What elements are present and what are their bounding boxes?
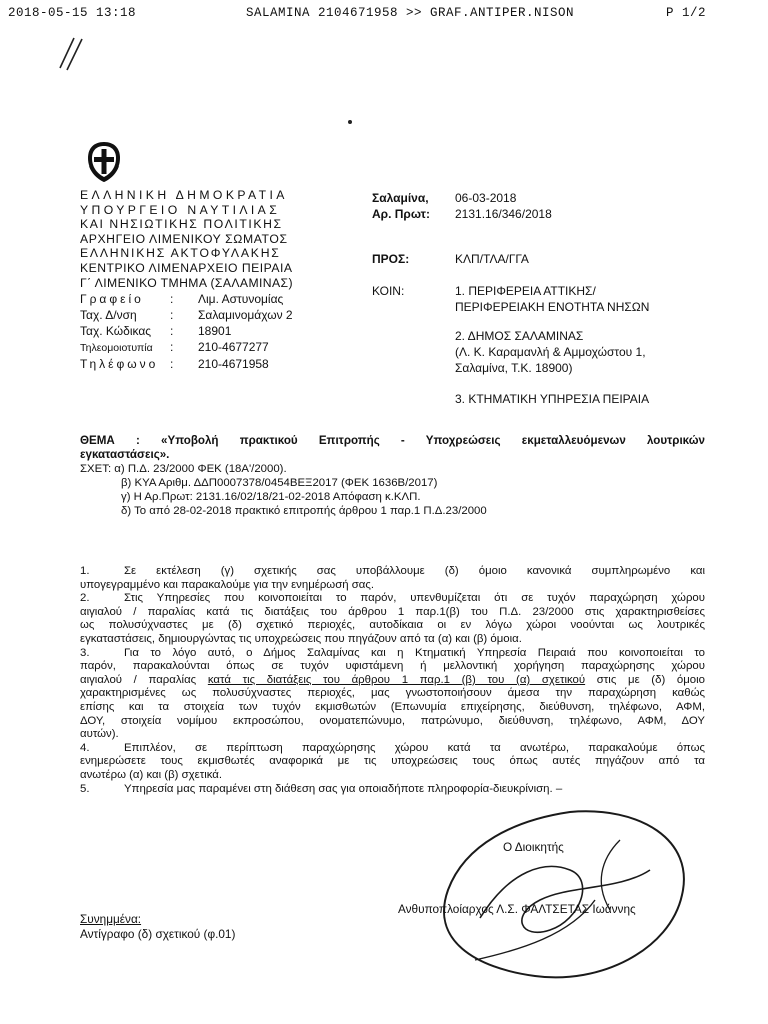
contact-label: Ταχ. Δ/νση xyxy=(80,308,137,322)
paragraph-line: ως πολυσύχναστες με (δ) σχετικό περιοχές, αυτοδίκαια οι εν λόγω χώροι νοούνται ως λουτρικές xyxy=(80,619,705,632)
handwritten-mark-icon xyxy=(52,36,92,72)
attachment-item: Αντίγραφο (δ) σχετικού (φ.01) xyxy=(80,927,236,941)
cc-line: Σαλαμίνα, Τ.Κ. 18900) xyxy=(455,361,573,375)
greek-coat-of-arms-icon xyxy=(84,140,124,184)
cc-recipient-2 xyxy=(455,328,646,376)
recipient-label: ΠΡΟΣ: xyxy=(372,252,410,266)
contact-row: Τηλεομοιοτυπία : 210-4677277 xyxy=(80,340,269,354)
contact-value: 18901 xyxy=(198,324,232,338)
subject-line: εγκαταστάσεις». xyxy=(80,447,170,461)
paragraph-line: χαρακτηρισμένες ως πολυσύχναστες περιοχές, μας γνωστοποιήσουν άμεσα την παραχώρηση καθώς xyxy=(80,687,705,700)
org-line: ΕΛΛΗΝΙΚΗ ΔΗΜΟΚΡΑΤΙΑ xyxy=(80,188,288,202)
org-line: Γ΄ ΛΙΜΕΝΙΚΟ ΤΜΗΜΑ (ΣΑΛΑΜΙΝΑΣ) xyxy=(80,275,293,290)
paragraph-line: ανωτέρω (α) και (β) σχετικά. xyxy=(80,768,223,781)
cc-line: 2. ΔΗΜΟΣ ΣΑΛΑΜΙΝΑΣ xyxy=(455,329,584,343)
protocol-label: Αρ. Πρωτ: xyxy=(372,207,431,221)
contact-label: Ταχ. Κώδικας xyxy=(80,324,152,338)
contact-row: Ταχ. Δ/νση : Σαλαμινομάχων 2 xyxy=(80,308,293,322)
contact-row: Ταχ. Κώδικας : 18901 xyxy=(80,324,232,338)
paragraph-line: Επιπλέον, σε περίπτωση παραχώρησης χώρου κατά τα ανωτέρω, παρακαλούμε όπως xyxy=(124,741,705,754)
contact-value: Λιμ. Αστυνομίας xyxy=(198,292,284,306)
reference-item: ΣΧΕΤ: α) Π.Δ. 23/2000 ΦΕΚ (18Α'/2000). xyxy=(80,463,287,475)
paragraph-line: εγκαταστάσεις, δημιουργώντας τις υποχρεώσεις που πηγάζουν από τα (α) και (β) όμοια. xyxy=(80,632,522,645)
references-more xyxy=(121,476,487,518)
handwritten-signature-icon xyxy=(420,800,710,1000)
paragraph-5 xyxy=(80,783,705,797)
contact-label: Γραφείο xyxy=(80,292,144,306)
issuing-authority xyxy=(80,188,370,290)
paragraph-line: Για το λόγο αυτό, ο Δήμος Σαλαμίνας και η Κτηματική Υπηρεσία Πειραιά που κοινοποιείται το xyxy=(124,646,705,659)
paragraph-4 xyxy=(80,742,705,783)
paragraph-line: αυτών). xyxy=(80,728,119,741)
paragraph-line: ενημερώσετε τους εκμισθωτές αναφορικά με τις υποχρεώσεις τους όπως αυτές πηγάζουν από τα xyxy=(80,755,705,768)
protocol-number: 2131.16/346/2018 xyxy=(455,207,552,221)
paragraph-line: Υπηρεσία μας παραμένει στη διάθεση σας για οποιαδήποτε πληροφορία-διευκρίνιση. – xyxy=(124,782,563,795)
contact-row: Τηλέφωνο : 210-4671958 xyxy=(80,357,269,371)
cc-line: ΠΕΡΙΦΕΡΕΙΑΚΗ ΕΝΟΤΗΤΑ ΝΗΣΩΝ xyxy=(455,300,650,314)
paragraph-number: 2. xyxy=(80,592,90,605)
contact-value: Σαλαμινομάχων 2 xyxy=(198,308,293,322)
org-line: ΚΕΝΤΡΙΚΟ ΛΙΜΕΝΑΡΧΕΙΟ ΠΕΙΡΑΙΑ xyxy=(80,260,293,275)
contact-row: Γραφείο : Λιμ. Αστυνομίας xyxy=(80,292,284,306)
fax-page-number: P 1/2 xyxy=(666,6,707,20)
speck-dot xyxy=(348,120,352,124)
contact-value: 210-4671958 xyxy=(198,357,269,371)
reference-item: β) ΚΥΑ Αριθμ. ΔΔΠ0007378/0454ΒΕΞ2017 (ΦΕΚ 1636Β/2017) xyxy=(121,477,438,489)
text-run: στις με (δ) όμοιο xyxy=(585,673,706,686)
paragraph-2 xyxy=(80,592,705,646)
paragraph-number: 1. xyxy=(80,565,90,577)
paragraph-line: υπογεγραμμένο και παρακαλούμε για την ενημέρωσή σας. xyxy=(80,578,375,591)
org-line: ΥΠΟΥΡΓΕΙΟ ΝΑΥΤΙΛΙΑΣ xyxy=(80,202,281,217)
contact-label: Τηλεομοιοτυπία xyxy=(80,342,153,354)
signatory-name: Ανθυποπλοίαρχος Λ.Σ. ΦΑΛΤΣΕΤΑΣ Ιωάννης xyxy=(398,902,636,916)
paragraph-number: 4. xyxy=(80,741,90,754)
paragraph-line: Σε εκτέλεση (γ) σχετικής σας υποβάλλουμε (δ) όμοιο κανονικά συμπληρωμένο και xyxy=(124,565,705,577)
cc-recipient-3: 3. ΚΤΗΜΑΤΙΚΗ ΥΠΗΡΕΣΙΑ ΠΕΙΡΑΙΑ xyxy=(455,392,650,406)
cc-label: ΚΟΙΝ: xyxy=(372,284,405,298)
org-line: ΕΛΛΗΝΙΚΗΣ ΑΚΤΟΦΥΛΑΚΗΣ xyxy=(80,246,281,261)
paragraph-line: Στις Υπηρεσίες που κοινοποιείται το παρόν, υπενθυμίζεται ότι σε τυχόν παραχώρηση χώρου xyxy=(124,592,705,605)
paragraph-line: αιγιαλού / παραλίας κατά τις διατάξεις του άρθρου 1 παρ.1(β) του Π.Δ. 23/2000 στις χαρακτηρισθείσες xyxy=(80,605,705,618)
subject xyxy=(80,434,705,461)
contact-block xyxy=(80,291,293,372)
place-label: Σαλαμίνα, xyxy=(372,191,429,205)
paragraph-number: 3. xyxy=(80,646,90,659)
recipient: ΚΛΠ/ΤΛΑ/ΓΓΑ xyxy=(455,252,529,266)
signatory-role: Ο Διοικητής xyxy=(503,840,564,854)
reference-item: γ) Η Αρ.Πρωτ: 2131.16/02/18/21-02-2018 Απόφαση κ.ΚΛΠ. xyxy=(121,491,421,503)
fax-datetime: 2018-05-15 13:18 xyxy=(8,6,137,20)
org-line: ΑΡΧΗΓΕΙΟ ΛΙΜΕΝΙΚΟΥ ΣΩΜΑΤΟΣ xyxy=(80,231,288,246)
paragraph-line: παρόν, παρακαλούνται όπως σε τυχόν υφιστάμενη ή μελλοντική χορήγηση παραχώρησης χώρου xyxy=(80,660,705,673)
reference-item: δ) Το από 28-02-2018 πρακτικό επιτροπής άρθρου 1 παρ.1 Π.Δ.23/2000 xyxy=(121,505,487,517)
paragraph-line: επίσης και τα στοιχεία των τυχόν εκμισθωτών (Επωνυμία επιχείρησης, διεύθυνση, τηλέφωνο, ΑΦΜ, xyxy=(80,700,705,713)
cc-recipient-1 xyxy=(455,283,649,315)
attachments-title: Συνημμένα: xyxy=(80,912,142,926)
cc-line: 1. ΠΕΡΙΦΕΡΕΙΑ ΑΤΤΙΚΗΣ/ xyxy=(455,284,596,298)
document-date: 06-03-2018 xyxy=(455,191,517,205)
underlined-reference: κατά τις διατάξεις του άρθρου 1 παρ.1 (β) του (α) σχετικού xyxy=(207,673,586,686)
paragraph-line xyxy=(80,674,705,688)
body-text xyxy=(80,565,705,796)
text-run: αιγιαλού / παραλίας xyxy=(80,673,208,686)
references xyxy=(80,462,287,476)
paragraph-3 xyxy=(80,647,705,742)
paragraph-number: 5. xyxy=(80,782,90,795)
paragraph-1 xyxy=(80,565,705,592)
org-line: ΚΑΙ ΝΗΣΙΩΤΙΚΗΣ ΠΟΛΙΤΙΚΗΣ xyxy=(80,217,283,232)
cc-line: (Λ. Κ. Καραμανλή & Αμμοχώστου 1, xyxy=(455,345,646,359)
contact-value: 210-4677277 xyxy=(198,340,269,354)
subject-line: ΘΕΜΑ : «Υποβολή πρακτικού Επιτροπής - Υποχρεώσεις εκμεταλλευόμενων λουτρικών xyxy=(80,434,705,447)
paragraph-line: ΔΟΥ, στοιχεία νομίμου εκπροσώπου, ονοματεπώνυμο, πατρώνυμο, διεύθυνση, τηλέφωνο, ΑΦΜ, ΔΟΥ xyxy=(80,714,705,727)
contact-label: Τηλέφωνο xyxy=(80,357,159,371)
fax-route: SALAMINA 2104671958 >> GRAF.ANTIPER.NISON xyxy=(246,6,575,20)
